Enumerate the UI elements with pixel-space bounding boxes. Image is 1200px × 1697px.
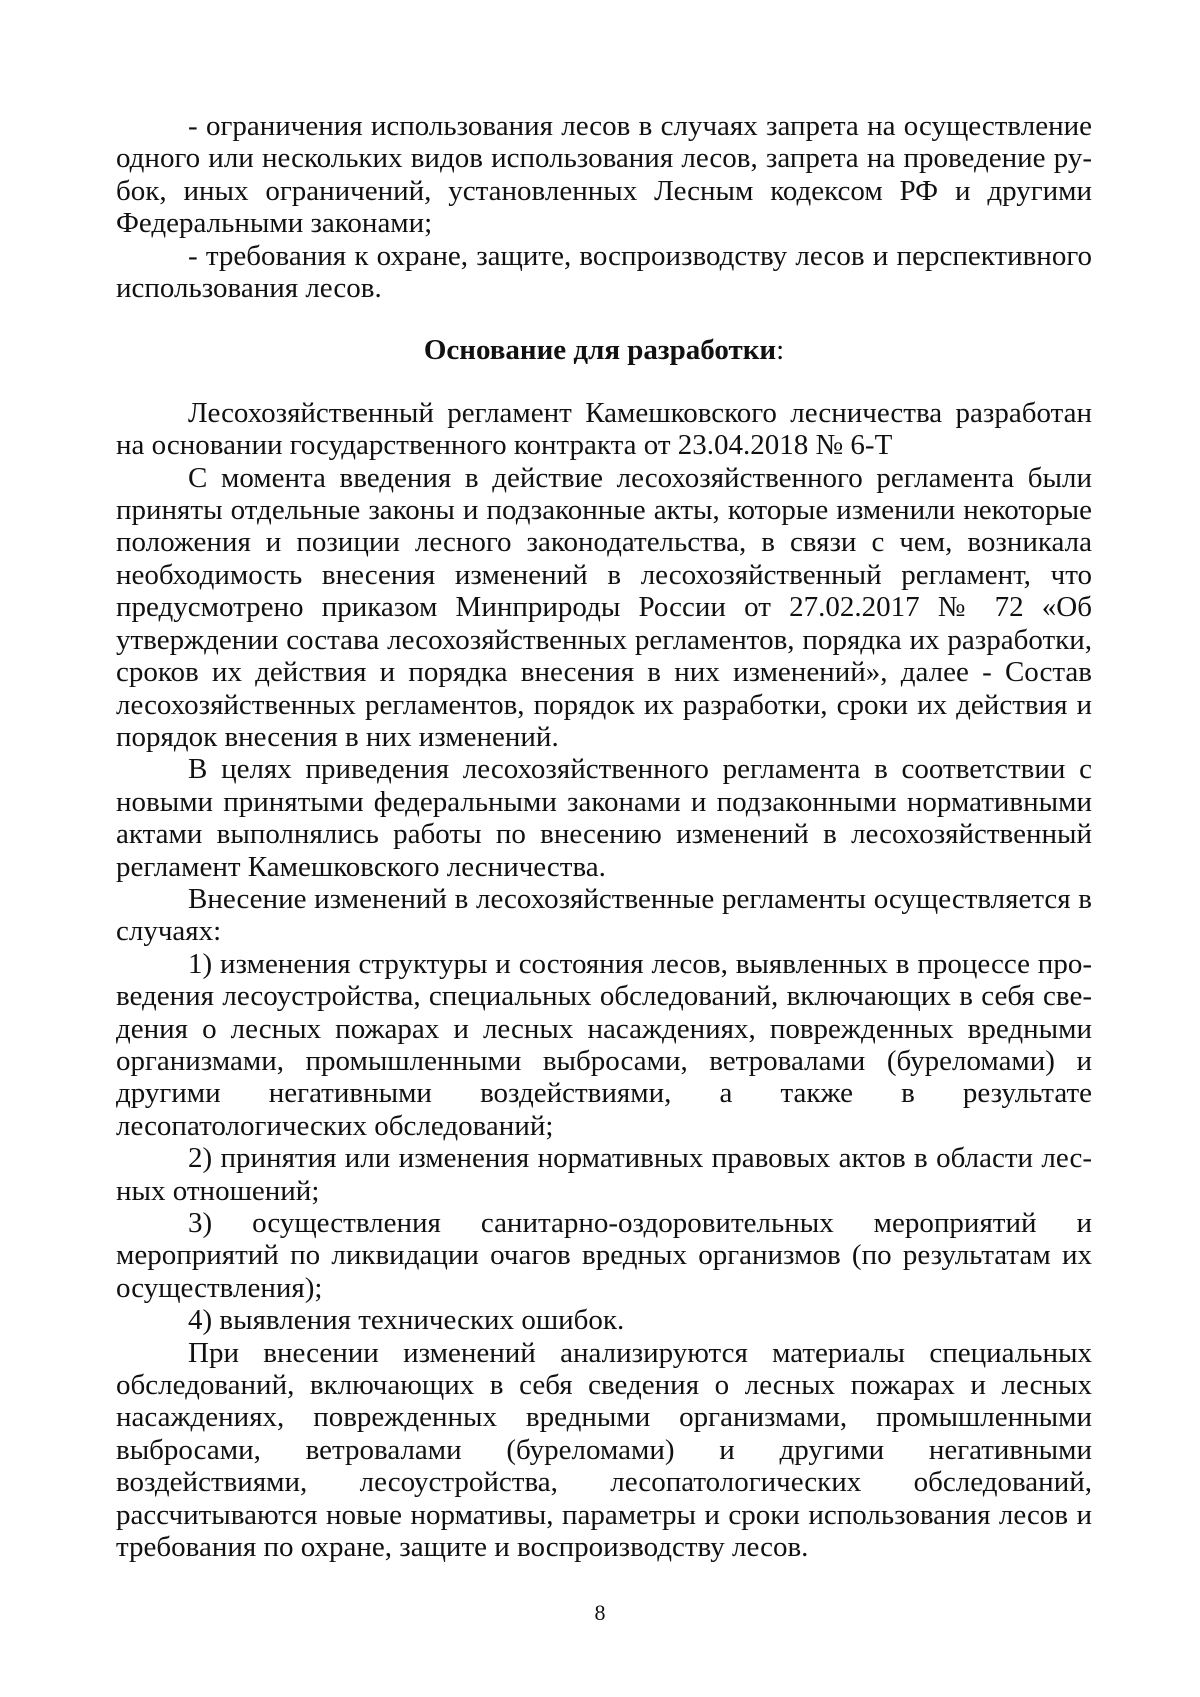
paragraph-legislation-changes: С момента введения в действие лесохозяйственного регламента были приняты отдельные законы и подзаконные акты, которые изменили некоторые положения и позиции лесного законодательства, в связи с чем, возникала необходимость внесения изменений в лесохозяйственный регламент, что предусмотрено приказом Минприроды России от 27.02.2017 № 72 «Об утверждении состава лесохозяйственных регламентов, порядка их разработки, сроков их действия и порядка внесения в них изменений», далее - Состав лесохозяйственных регламентов, порядок их разработки, сроки их действия и порядок внесения в них изменений. — [116, 461, 1092, 753]
section-heading — [116, 334, 1092, 366]
paragraph-requirements: - требования к охране, защите, воспроизводству лесов и перспективного использования лесов. — [116, 239, 1092, 305]
list-item-1: 1) изменения структуры и состояния лесов, выявленных в процессе проведения лесоустройства, специальных обследований, включающих в себя сведения о лесных пожарах и лесных насаждениях, поврежденных вредными организмами, промышленными выбросами, ветровалами (буреломами) и другими негативными воздействиями, а также в результате лесопатологических обследований; — [116, 947, 1092, 1142]
list-item-3: 3) осуществления санитарно-оздоровительных мероприятий и мероприятий по ликвидации очагов вредных организмов (по результатам их осуществления); — [116, 1207, 1092, 1304]
section-heading-text: Основание для разработки — [423, 334, 777, 367]
paragraph-analysis: При внесении изменений анализируются материалы специальных обследований, включающих в себя сведения о лесных пожарах и лесных насаждениях, поврежденных вредными организмами, промышленными выбросами, ветровалами (буреломами) и другими негативными воздействиями, лесоустройства, лесопатологических обследований, рассчитываются новые нормативы, параметры и сроки использования лесов и требования по охране, защите и воспроизводству лесов. — [116, 1336, 1092, 1564]
paragraph-basis: Лесохозяйственный регламент Камешковского лесничества разработан на основании государственного контракта от 23.04.2018 № 6-Т — [116, 396, 1092, 462]
paragraph-purpose: В целях приведения лесохозяйственного регламента в соответствии с новыми принятыми федеральными законами и подзаконными нормативными актами выполнялись работы по внесению изменений в лесохозяйственный регламент Камешковского лесничества. — [116, 753, 1092, 883]
list-item-4: 4) выявления технических ошибок. — [188, 1304, 625, 1337]
list-item-2: 2) принятия или изменения нормативных правовых актов в области лесных отношений; — [116, 1142, 1092, 1207]
section-heading-colon: : — [776, 334, 785, 367]
page-number: 8 — [594, 1600, 606, 1625]
paragraph-restrictions: - ограничения использования лесов в случаях запрета на осуществление одного или нескольких видов использования лесов, запрета на проведение рубок, иных ограничений, установленных Лесным кодексом РФ и другими Федеральными законами; — [116, 110, 1092, 240]
paragraph-cases-intro: Внесение изменений в лесохозяйственные регламенты осуществляется в случаях: — [116, 882, 1092, 948]
document-page — [116, 110, 1092, 1563]
